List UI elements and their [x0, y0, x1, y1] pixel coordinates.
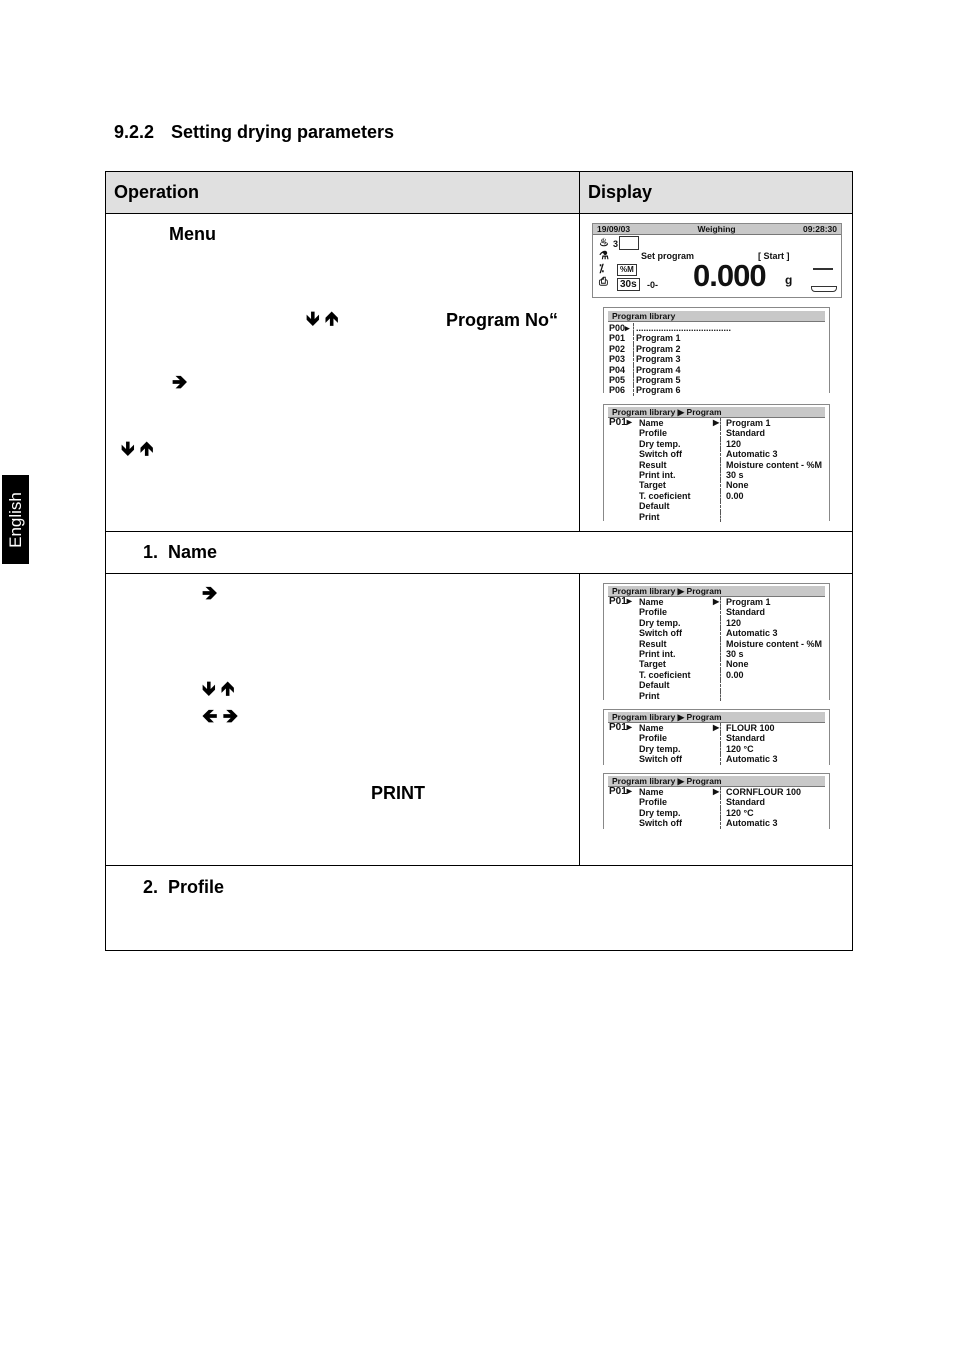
- parameter-row: [604, 597, 829, 607]
- parameter-value: Automatic 3: [726, 449, 778, 460]
- parameter-value: Moisture content - %M: [726, 459, 822, 470]
- parameter-row: [604, 733, 829, 743]
- language-tab-label: English: [5, 491, 25, 548]
- program-code: P02: [609, 343, 626, 354]
- unit-box: %M: [617, 264, 637, 276]
- program-list-item: [604, 344, 829, 354]
- program-name: Program 5: [636, 374, 681, 385]
- program-detail-display-flour: [603, 709, 830, 765]
- set-program-label: Set program: [641, 251, 695, 261]
- program-name: Program 3: [636, 354, 681, 365]
- screen-title: Program library ▶ Program: [608, 407, 825, 418]
- interval-box: 30s: [617, 278, 640, 291]
- program-list-item: [604, 365, 829, 375]
- parameter-row: [604, 744, 829, 754]
- parameter-value: None: [726, 480, 749, 491]
- section-number: 9.2.2: [114, 122, 155, 142]
- parameter-label: Print: [639, 511, 660, 522]
- down-up-arrows-icon: 🡻 🡹: [121, 439, 154, 460]
- parameter-row: [604, 808, 829, 818]
- program-library-display: [603, 307, 830, 396]
- program-code: P04: [609, 364, 626, 375]
- parameter-label: Target: [639, 480, 666, 491]
- program-detail-display-cornflour: [603, 773, 830, 829]
- program-code: P03: [609, 354, 626, 365]
- flask-icon: ⚗: [599, 250, 609, 262]
- parameter-label: Print int.: [639, 648, 676, 659]
- parameter-label: Default: [639, 680, 670, 691]
- parameter-label: Dry temp.: [639, 807, 681, 818]
- header-operation: Operation: [114, 182, 200, 202]
- down-up-arrows-icon: 🡻 🡹: [306, 309, 339, 330]
- parameter-value: Program 1: [726, 597, 771, 607]
- weight-readout: 0.000: [693, 258, 766, 293]
- step-2-profile: 2. Profile: [143, 877, 225, 897]
- program-detail-display-1: [603, 404, 830, 521]
- parameter-value: Standard: [726, 797, 766, 808]
- profile-number: 3: [613, 239, 619, 249]
- parameter-row: [604, 754, 829, 764]
- program-list-item: [604, 333, 829, 343]
- parameter-label: Print: [639, 690, 660, 701]
- parameter-value: 0.00: [726, 490, 744, 501]
- parameter-row: [604, 491, 829, 501]
- program-code: P01: [609, 333, 626, 344]
- parameter-value: Standard: [726, 607, 766, 618]
- parameter-value: Automatic 3: [726, 754, 778, 765]
- step-1-name: 1. Name: [143, 542, 218, 562]
- parameter-label: Dry temp.: [639, 438, 681, 449]
- program-list-item: [604, 354, 829, 364]
- right-arrow-icon: 🡺: [172, 372, 188, 393]
- parameter-value: 120 °C: [726, 743, 754, 754]
- parameter-value: Automatic 3: [726, 818, 778, 829]
- parameter-label: Profile: [639, 607, 668, 618]
- parameter-value: FLOUR 100: [726, 723, 775, 733]
- program-name: Program 4: [636, 364, 681, 375]
- parameter-label: Switch off: [639, 449, 682, 460]
- parameter-label: Name: [639, 723, 664, 733]
- table-header-bg: [106, 172, 852, 213]
- parameter-row: [604, 428, 829, 438]
- parameter-label: Switch off: [639, 754, 682, 765]
- weighing-display: [592, 223, 842, 298]
- pan-top-icon: [813, 268, 833, 270]
- lamp-icon: ♨: [599, 237, 609, 249]
- parameter-row: [604, 460, 829, 470]
- parameter-row: [604, 628, 829, 638]
- right-arrow-icon: 🡺: [202, 583, 218, 604]
- parameter-row: [604, 639, 829, 649]
- program-code: P01▸: [609, 417, 632, 428]
- parameter-row: [604, 818, 829, 828]
- program-code: P00▸: [609, 323, 630, 333]
- parameter-label: T. coeficient: [639, 490, 691, 501]
- parameter-value: Automatic 3: [726, 628, 778, 639]
- parameter-label: Target: [639, 659, 666, 670]
- parameter-value: 0.00: [726, 669, 744, 680]
- print-key-label: PRINT: [371, 783, 425, 803]
- parameter-row: [604, 670, 829, 680]
- screen-title: Program library: [608, 311, 825, 322]
- program-name: ......................................: [636, 323, 732, 333]
- parameter-row: [604, 723, 829, 733]
- parameter-row: [604, 618, 829, 628]
- parameter-value: 120: [726, 438, 742, 449]
- parameter-row: [604, 449, 829, 459]
- parameter-value: 120: [726, 617, 742, 628]
- program-name: Program 2: [636, 343, 681, 354]
- parameter-label: T. coeficient: [639, 669, 691, 680]
- parameter-row: [604, 501, 829, 511]
- display-date: 19/09/03: [597, 224, 631, 234]
- program-no-label: Program No“: [446, 310, 559, 330]
- parameter-label: Name: [639, 597, 664, 607]
- parameter-label: Name: [639, 418, 664, 428]
- printer-icon: ⎙: [599, 276, 608, 288]
- parameter-value: 30 s: [726, 469, 744, 480]
- pointer-icon: ▶: [713, 723, 720, 732]
- status-icons-column: [599, 237, 609, 289]
- program-code: P01▸: [609, 722, 632, 733]
- program-code: P06: [609, 385, 626, 396]
- program-list-item: [604, 375, 829, 385]
- parameter-row: [604, 680, 829, 690]
- program-code: P05: [609, 374, 626, 385]
- zero-indicator: -0-: [647, 280, 658, 290]
- parameter-label: Profile: [639, 733, 668, 744]
- parameter-label: Switch off: [639, 818, 682, 829]
- parameter-label: Result: [639, 459, 667, 470]
- down-up-arrows-icon: 🡻 🡹: [202, 679, 235, 700]
- screen-title: Program library ▶ Program: [608, 776, 825, 787]
- parameter-label: Profile: [639, 428, 668, 439]
- pointer-icon: ▶: [713, 787, 720, 796]
- parameter-value: Program 1: [726, 418, 771, 428]
- percent-icon: ⁒: [599, 263, 604, 275]
- profile-graph-icon: [619, 236, 639, 250]
- program-code: P01▸: [609, 596, 632, 607]
- parameter-label: Dry temp.: [639, 743, 681, 754]
- scale-pan-icon: [811, 286, 837, 292]
- parameter-row: [604, 418, 829, 428]
- program-name: Program 6: [636, 385, 681, 396]
- program-detail-display-2: [603, 583, 830, 700]
- parameter-row: [604, 787, 829, 797]
- parameter-label: Dry temp.: [639, 617, 681, 628]
- pointer-icon: ▶: [713, 597, 720, 606]
- parameter-row: [604, 470, 829, 480]
- parameter-row: [604, 691, 829, 701]
- section-heading: [114, 122, 394, 143]
- parameter-row: [604, 480, 829, 490]
- parameter-label: Profile: [639, 797, 668, 808]
- parameter-value: 120 °C: [726, 807, 754, 818]
- parameter-row: [604, 659, 829, 669]
- parameter-value: Standard: [726, 733, 766, 744]
- section-title: Setting drying parameters: [171, 122, 395, 142]
- weight-unit: g: [785, 273, 793, 287]
- parameter-row: [604, 512, 829, 522]
- parameter-value: Moisture content - %M: [726, 638, 822, 649]
- parameter-label: Result: [639, 638, 667, 649]
- parameter-label: Switch off: [639, 628, 682, 639]
- parameter-label: Default: [639, 501, 670, 512]
- menu-key-label: Menu: [169, 224, 216, 244]
- left-right-arrows-icon: 🡸 🡺: [202, 706, 239, 727]
- display-time: 09:28:30: [802, 224, 837, 234]
- display-mode: Weighing: [697, 224, 736, 234]
- parameter-value: 30 s: [726, 648, 744, 659]
- screen-title: Program library ▶ Program: [608, 712, 825, 723]
- program-list-item: [604, 323, 829, 333]
- parameter-value: None: [726, 659, 749, 670]
- program-code: P01▸: [609, 786, 632, 797]
- parameter-value: Standard: [726, 428, 766, 439]
- language-tab: [2, 475, 29, 564]
- start-label: [ Start ]: [758, 251, 790, 261]
- screen-title: Program library ▶ Program: [608, 586, 825, 597]
- header-display: Display: [588, 182, 653, 202]
- parameter-label: Name: [639, 787, 664, 797]
- parameter-label: Print int.: [639, 469, 676, 480]
- program-name: Program 1: [636, 333, 681, 344]
- pointer-icon: ▶: [713, 418, 720, 427]
- program-list-item: [604, 385, 829, 395]
- parameter-row: [604, 607, 829, 617]
- parameter-row: [604, 439, 829, 449]
- parameter-value: CORNFLOUR 100: [726, 787, 802, 797]
- parameter-row: [604, 797, 829, 807]
- parameter-row: [604, 649, 829, 659]
